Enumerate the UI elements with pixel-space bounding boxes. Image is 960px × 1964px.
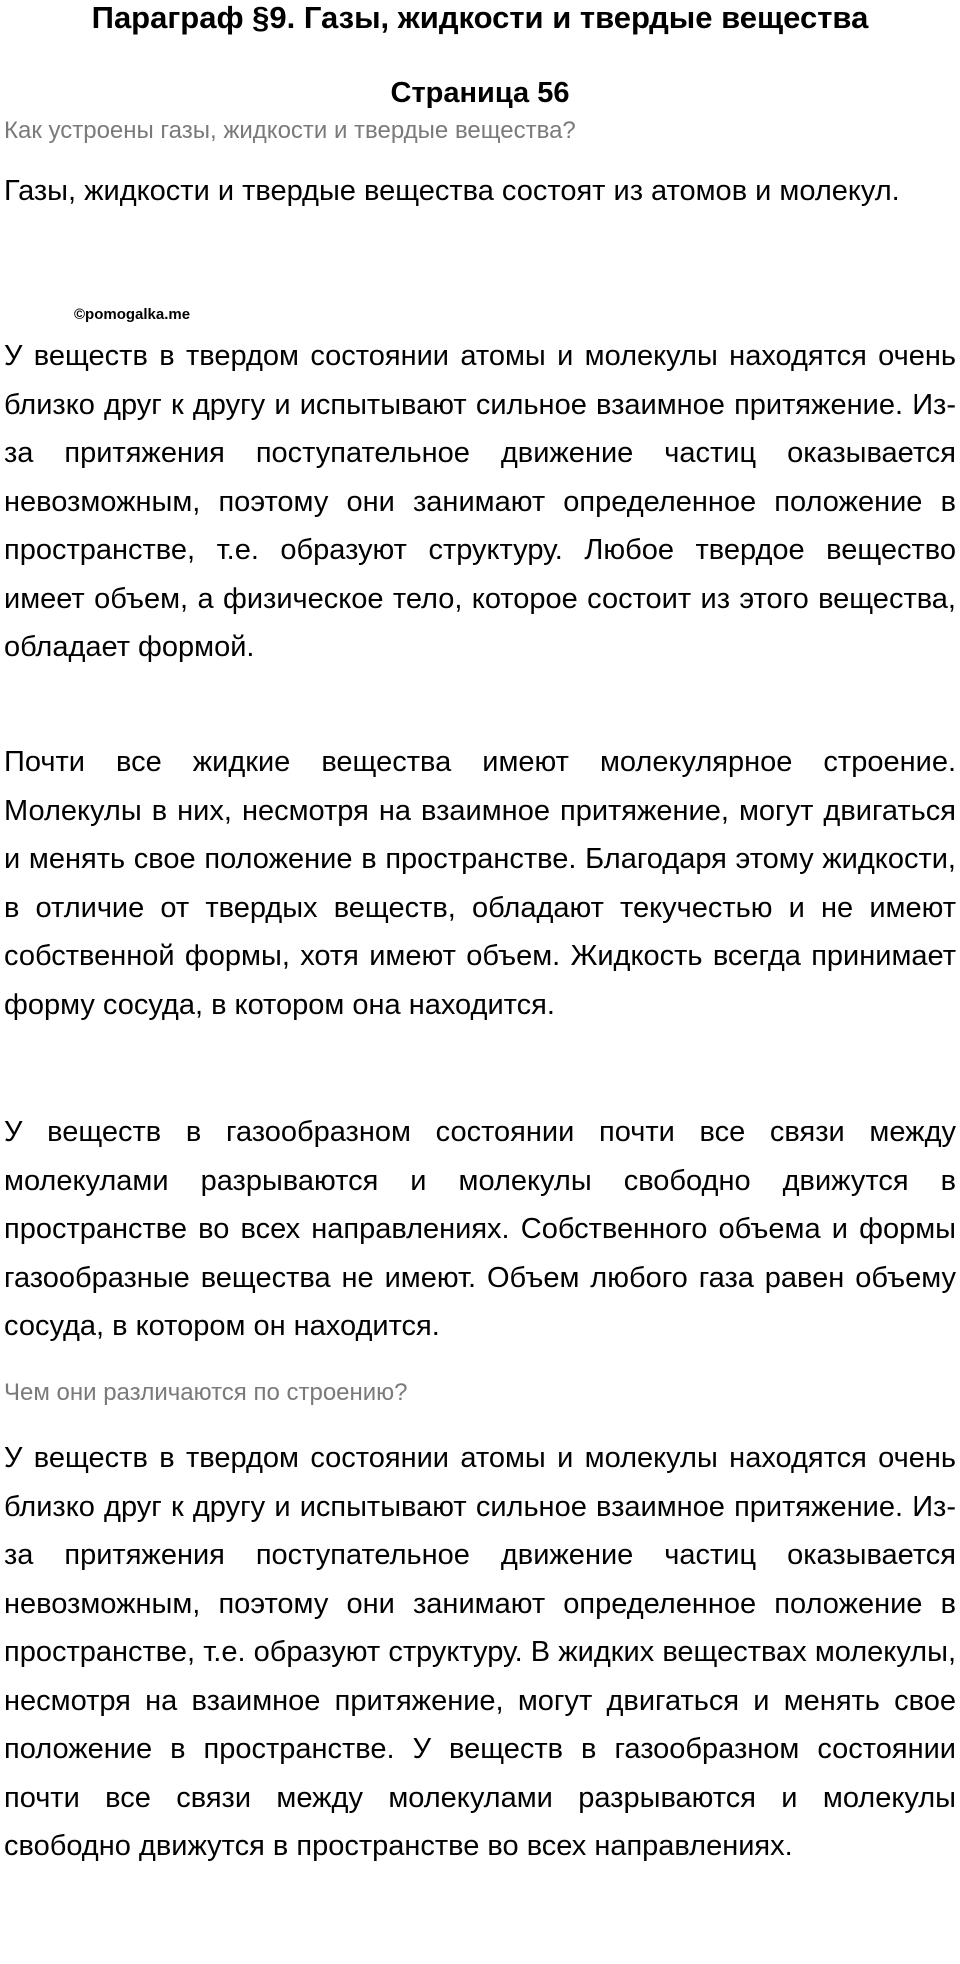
question-2: Чем они различаются по строению? [4, 1379, 408, 1406]
answer-1-paragraph-4: У веществ в газообразном состоянии почти все связи между молекулами разрываются и молекулы свободно движутся в пространстве во всех направлениях. Собственного объема и формы газообразные вещества не имеют. Объем любого газа равен объему сосуда, в котором он находится. [4, 1116, 956, 1342]
question-1: Как устроены газы, жидкости и твердые вещества? [4, 117, 576, 144]
answer-1-paragraph-1: Газы, жидкости и твердые вещества состоят из атомов и молекул. [4, 175, 900, 207]
page-title: Параграф §9. Газы, жидкости и твердые вещества [91, 0, 869, 35]
answer-2-paragraph-1: У веществ в твердом состоянии атомы и молекулы находятся очень близко друг к другу и испытывают сильное взаимное притяжение. Из-за притяжения поступательное движение частиц оказывается невозможным, поэтому они занимают определенное положение в пространстве, т.е. образуют структуру. В жидких веществах молекулы, несмотря на взаимное притяжение, могут двигаться и менять свое положение в пространстве. У веществ в газообразном состоянии почти все связи между молекулами разрываются и молекулы свободно движутся в пространстве во всех направлениях. [4, 1442, 956, 1862]
answer-1-paragraph-2: У веществ в твердом состоянии атомы и молекулы находятся очень близко друг к другу и испытывают сильное взаимное притяжение. Из-за притяжения поступательное движение частиц оказывается невозможным, поэтому они занимают определенное положение в пространстве, т.е. образуют структуру. Любое твердое вещество имеет объем, а физическое тело, которое состоит из этого вещества, обладает формой. [4, 340, 956, 663]
answer-1-paragraph-3: Почти все жидкие вещества имеют молекулярное строение. Молекулы в них, несмотря на взаимное притяжение, могут двигаться и менять свое положение в пространстве. Благодаря этому жидкости, в отличие от твердых веществ, обладают текучестью и не имеют собственной формы, хотя имеют объем. Жидкость всегда принимает форму сосуда, в котором она находится. [4, 746, 956, 1021]
watermark-text: ©pomogalka.me [74, 306, 191, 323]
page-number-heading: Страница 56 [390, 77, 570, 109]
